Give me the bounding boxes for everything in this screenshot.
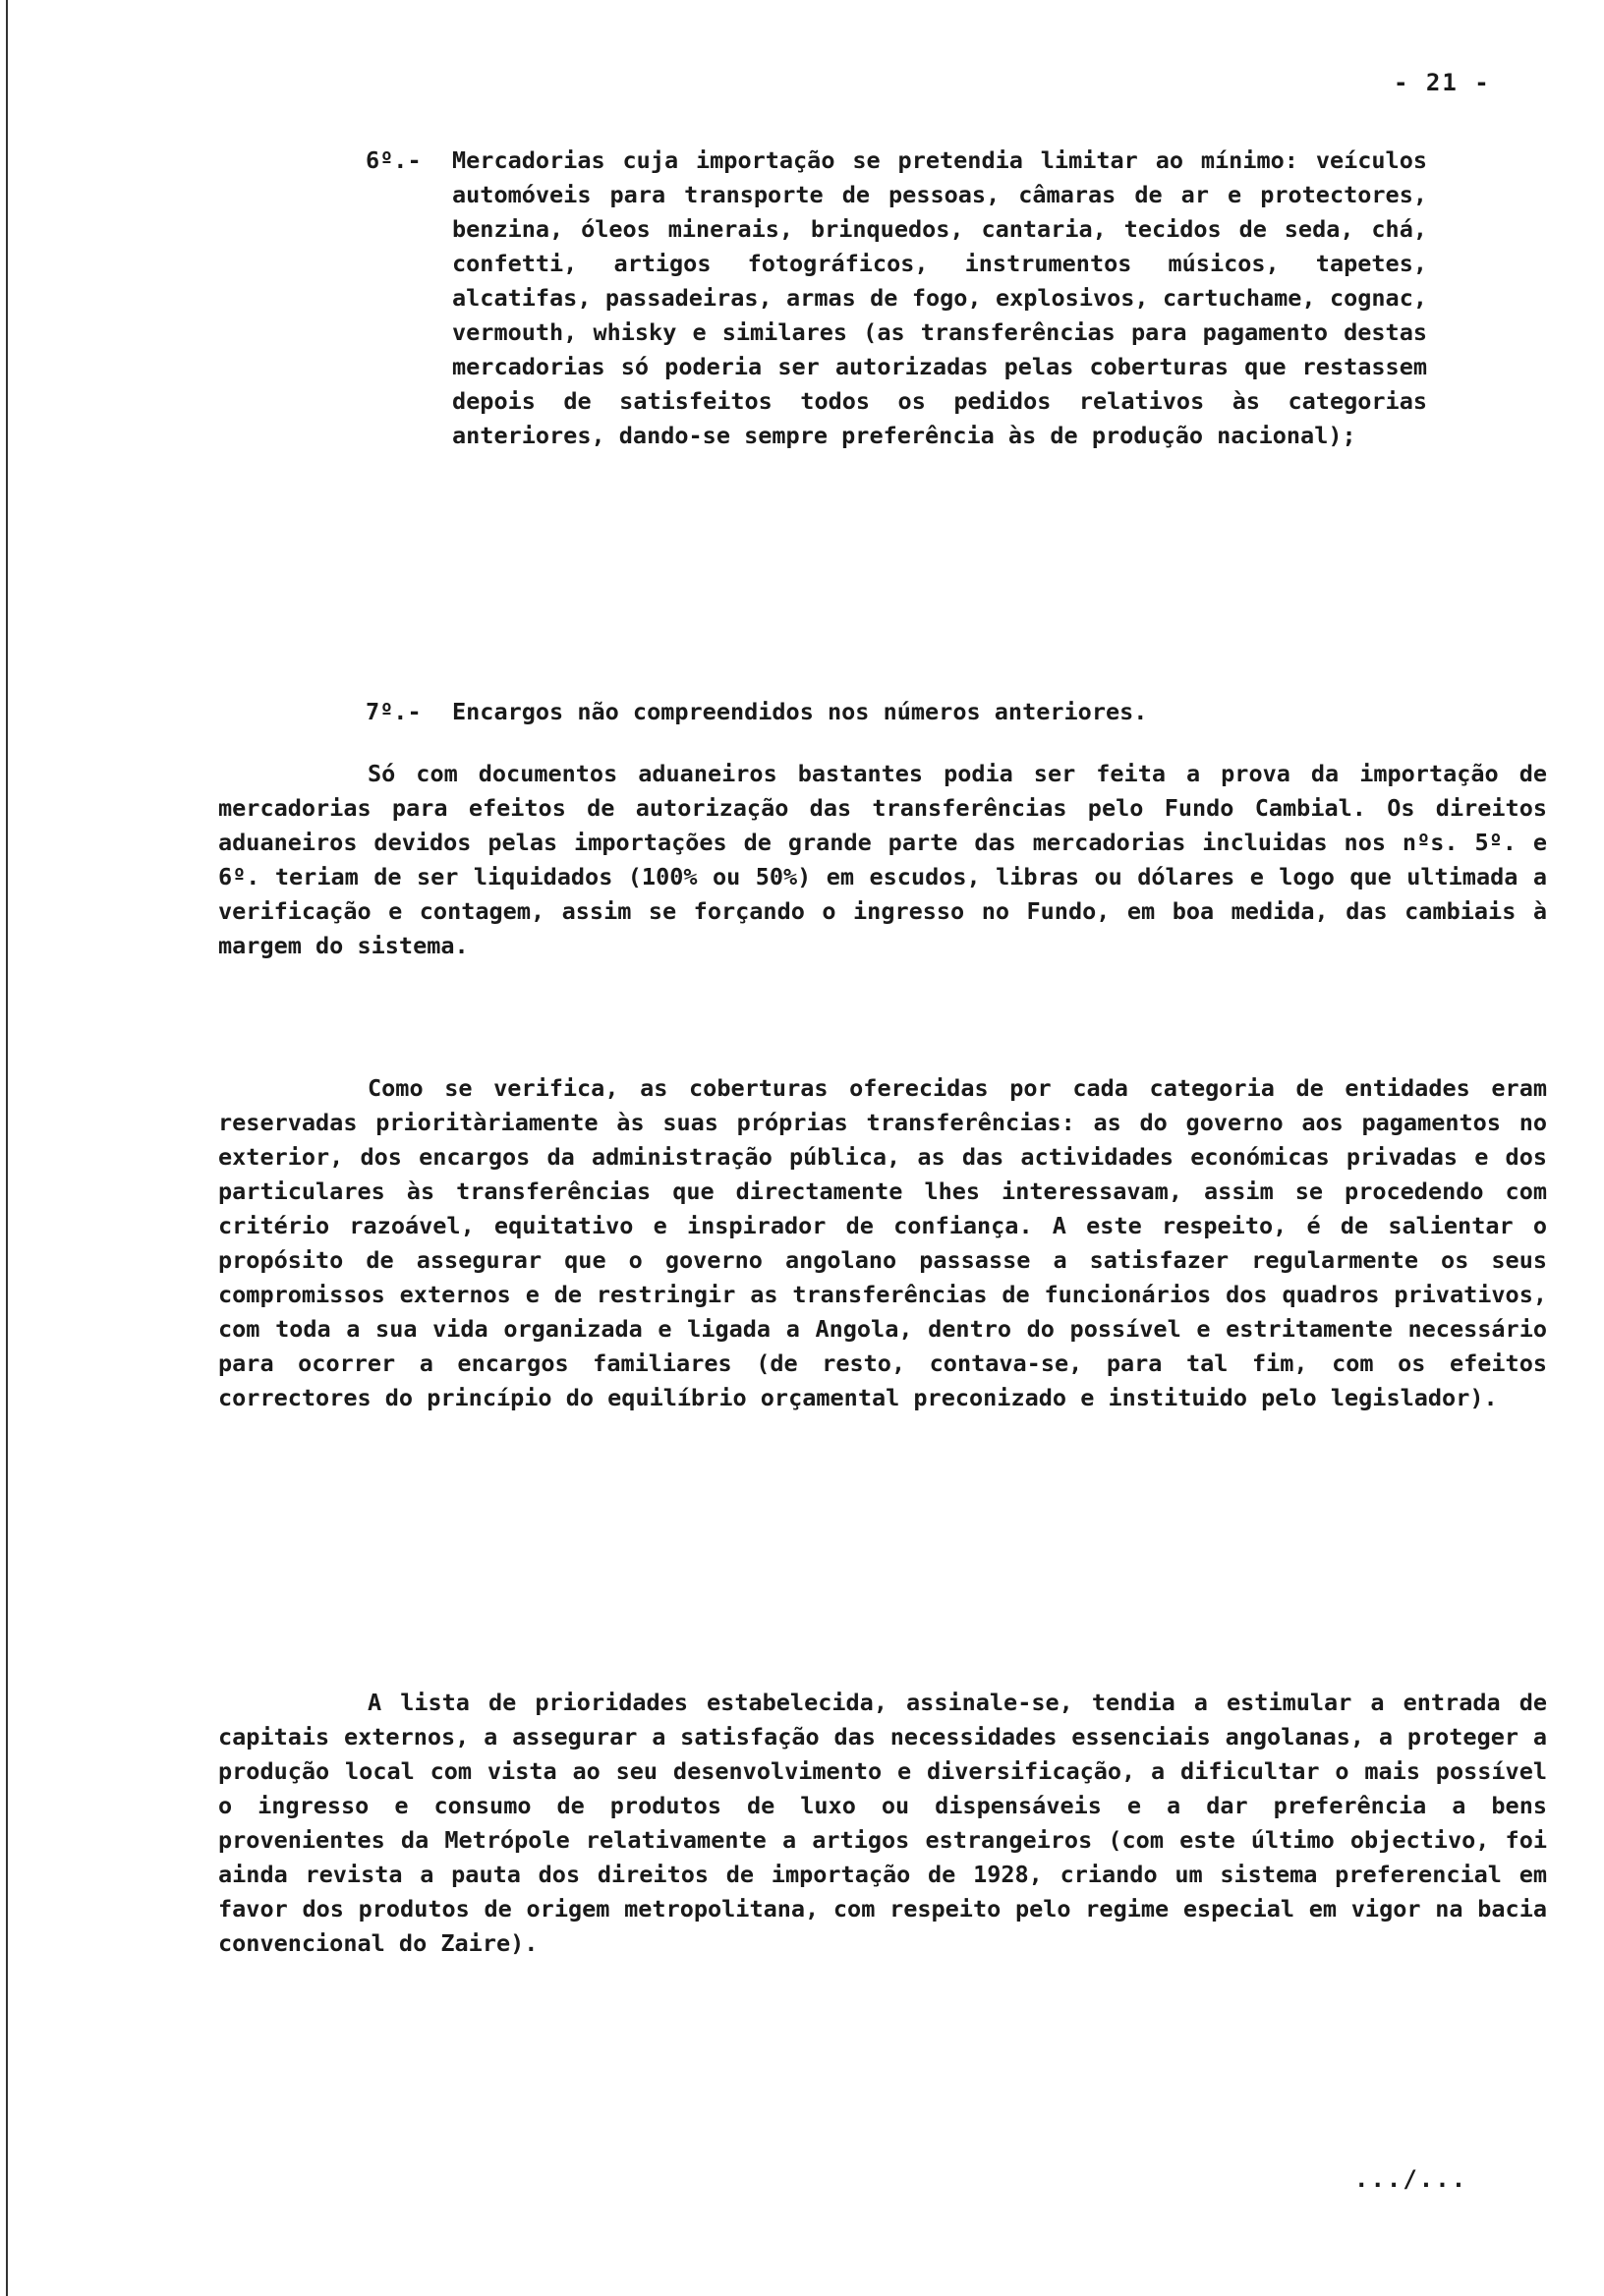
paragraph-documents: Só com documentos aduaneiros bastantes podia ser feita a prova da importação de mercadorias para efeitos de autorização das transferências pelo Fundo Cambial. Os direitos aduaneiros devidos pelas importações de grande parte das mercadorias incluidas nos nºs. 5º. e 6º. teriam de ser liquidados (100% ou 50%) em escudos, libras ou dólares e logo que ultimada a verificação e contagem, assim se forçando o ingresso no Fundo, em boa medida, das cambiais à margem do sistema. — [218, 760, 1547, 959]
list-item-text: Encargos não compreendidos nos números anteriores. — [452, 698, 1148, 725]
paragraph-coverage: Como se verifica, as coberturas oferecidas por cada categoria de entidades eram reservadas prioritàriamente às suas próprias transferências: as do governo aos pagamentos no exterior, dos encargos da administração pública, as das actividades económicas privadas e dos particulares às transferências que directamente lhes interessavam, assim se procedendo com critério razoável, equitativo e inspirador de confiança. A este respeito, é de salientar o propósito de assegurar que o governo angolano passasse a satisfazer regularmente os seus compromissos externos e de restringir as transferências de funcionários dos quadros privativos, com toda a sua vida organizada e ligada a Angola, dentro do possível e estritamente necessário para ocorrer a encargos familiares (de resto, contava-se, para tal fim, com os efeitos correctores do princípio do equilíbrio orçamental preconizado e instituido pelo legislador). — [218, 1074, 1547, 1411]
page-number: - 21 - — [1394, 69, 1491, 96]
list-item-7 — [366, 695, 1427, 729]
list-item-marker: 7º.- — [366, 698, 422, 725]
paragraph-priorities: A lista de prioridades estabelecida, assinale-se, tendia a estimular a entrada de capitais externos, a assegurar a satisfação das necessidades essenciais angolanas, a proteger a produção local com vista ao seu desenvolvimento e diversificação, a dificultar o mais possível o ingresso e consumo de produtos de luxo ou dispensáveis e a dar preferência a bens provenientes da Metrópole relativamente a artigos estrangeiros (com este último objectivo, foi ainda revista a pauta dos direitos de importação de 1928, criando um sistema preferencial em favor dos produtos de origem metropolitana, com respeito pelo regime especial em vigor na bacia convencional do Zaire). — [218, 1689, 1547, 1957]
list-item-text: Mercadorias cuja importação se pretendia limitar ao mínimo: veículos automóveis para transporte de pessoas, câmaras de ar e protectores, benzina, óleos minerais, brinquedos, cantaria, tecidos de seda, chá, confetti, artigos fotográficos, instrumentos músicos, tapetes, alcatifas, passadeiras, armas de fogo, explosivos, cartuchame, cognac, vermouth, whisky e similares (as transferências para pagamento destas mercadorias só poderia ser autorizadas pelas coberturas que restassem depois de satisfeitos todos os pedidos relativos às categorias anteriores, dando-se sempre preferência às de produção nacional); — [452, 146, 1427, 449]
list-item-marker: 6º.- — [366, 146, 422, 174]
list-item-6 — [366, 144, 1427, 453]
continuation-mark: .../... — [1354, 2165, 1468, 2193]
page-edge — [6, 0, 8, 2296]
